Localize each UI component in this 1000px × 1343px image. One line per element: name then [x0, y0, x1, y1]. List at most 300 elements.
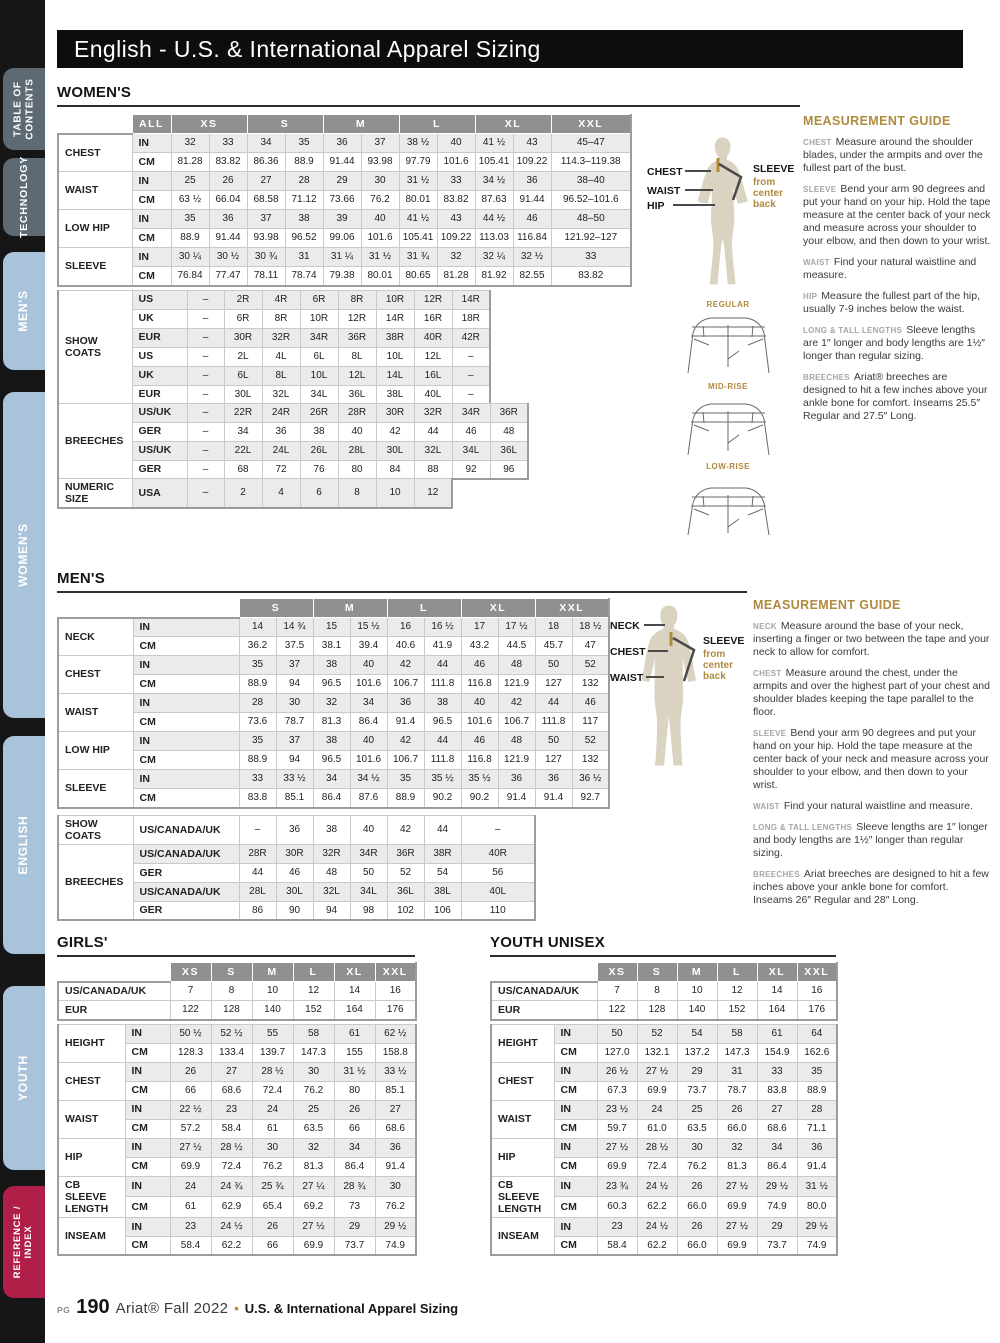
table-cell: 35 [171, 210, 209, 229]
table-cell: IN [554, 1217, 597, 1236]
table-cell: IN [132, 134, 171, 153]
table-cell: 16 [375, 982, 416, 1001]
table-cell: 38–40 [551, 172, 631, 191]
table-cell: 34R [300, 328, 338, 347]
table-cell: 31 [285, 248, 323, 267]
table-cell: – [452, 385, 490, 404]
table-cell: CM [125, 1236, 170, 1255]
table-cell: 38 [285, 210, 323, 229]
table-cell: 30R [376, 403, 414, 422]
tab-label: REFERENCE / INDEX [12, 1205, 34, 1279]
table-cell: 40R [461, 844, 535, 863]
table-cell: 18 [535, 618, 572, 637]
table-cell: CHEST [58, 656, 133, 694]
table-cell: 76.2 [375, 1197, 416, 1218]
table-row [58, 191, 631, 210]
table-cell: 91.4 [387, 713, 424, 732]
table-cell: 36 [262, 422, 300, 441]
table-cell: 52 [572, 656, 609, 675]
table-cell: S [247, 115, 323, 134]
table-cell: 73.7 [334, 1236, 375, 1255]
table-cell: 33 [437, 172, 475, 191]
table-cell: – [452, 366, 490, 385]
table-cell: 32 ½ [513, 248, 551, 267]
table-cell: 34L [300, 385, 338, 404]
table-cell: 14L [376, 366, 414, 385]
table-cell: 50 [535, 732, 572, 751]
table-cell: 132 [572, 675, 609, 694]
table-cell: 30 [252, 1138, 293, 1157]
table-cell: S [239, 599, 313, 618]
table-cell: 25 [677, 1100, 717, 1119]
table-cell: M [323, 115, 399, 134]
table-cell: 2 [224, 478, 262, 508]
table-cell: SHOW COATS [58, 290, 132, 404]
table-cell: 34 [350, 694, 387, 713]
table-cell: 152 [717, 1001, 757, 1020]
table-cell: S [211, 963, 252, 982]
guide-text: Sleeve lengths are 1″ longer and body lengths are 1½″ longer than regular sizing. [753, 821, 988, 860]
table-cell: 77.47 [209, 267, 247, 286]
table-cell: CM [554, 1236, 597, 1255]
table-cell: 35 [239, 656, 276, 675]
table-cell: 109.22 [437, 229, 475, 248]
table-cell: IN [125, 1062, 170, 1081]
table-cell: 33 ½ [375, 1062, 416, 1081]
table-cell: 32R [313, 844, 350, 863]
table-cell: 24 [170, 1176, 211, 1197]
table-cell: 86.4 [350, 713, 387, 732]
table-cell: 27 ¼ [293, 1176, 334, 1197]
table-cell: CM [132, 267, 171, 286]
table-cell: 57.2 [170, 1119, 211, 1138]
table-cell: 36 [387, 694, 424, 713]
table-cell: 38 [313, 732, 350, 751]
table-cell: 44 [424, 815, 461, 844]
table-cell: 10L [376, 347, 414, 366]
table-cell: 40.6 [387, 637, 424, 656]
table-cell: XL [334, 963, 375, 982]
table-cell: 90.2 [424, 789, 461, 808]
table-cell: 40 [350, 656, 387, 675]
table-cell: 34 [224, 422, 262, 441]
table-cell: 23 [597, 1217, 637, 1236]
table-cell: 33 [239, 770, 276, 789]
table-cell: 128 [637, 1001, 677, 1020]
table-cell: IN [125, 1024, 170, 1043]
table-cell: 10 [252, 982, 293, 1001]
table-cell: 69.9 [717, 1197, 757, 1218]
table-cell: 74.9 [797, 1236, 837, 1255]
table-cell: BREECHES [58, 403, 132, 479]
table-cell: 91.44 [323, 153, 361, 172]
table-cell: – [239, 815, 276, 844]
table-cell: 73 [334, 1197, 375, 1218]
guide-term: NECK [753, 622, 777, 631]
table-cell: 48–50 [551, 210, 631, 229]
table-cell: 106.7 [498, 713, 535, 732]
table-cell: 127 [535, 751, 572, 770]
table-cell [58, 599, 239, 618]
table-cell: INSEAM [491, 1217, 554, 1255]
table-cell: 140 [677, 1001, 717, 1020]
table-row [58, 751, 609, 770]
table-cell: 73.7 [677, 1081, 717, 1100]
girls-international-size-table [57, 962, 417, 1021]
table-cell: 132.1 [637, 1043, 677, 1062]
table-cell: 8 [211, 982, 252, 1001]
tab-label: YOUTH [16, 1055, 31, 1101]
table-cell: 90.2 [461, 789, 498, 808]
table-cell: 28 ¾ [334, 1176, 375, 1197]
table-cell: 46 [461, 732, 498, 751]
table-cell: 62 ½ [375, 1024, 416, 1043]
table-cell: 34 ½ [350, 770, 387, 789]
table-cell: 110 [461, 901, 535, 920]
table-cell: 76.2 [293, 1081, 334, 1100]
table-cell: CHEST [58, 1062, 125, 1100]
table-cell: 32R [262, 328, 300, 347]
table-cell: US/UK [132, 403, 187, 422]
table-cell: 35 [797, 1062, 837, 1081]
table-cell: 27 ½ [637, 1062, 677, 1081]
girls-tables [57, 962, 417, 1256]
table-cell: 42 [387, 732, 424, 751]
table-cell: XXL [797, 963, 837, 982]
table-cell: IN [132, 210, 171, 229]
sleeve-sub-3: back [753, 199, 776, 210]
table-cell: 23 ½ [597, 1100, 637, 1119]
table-cell: 39 [323, 210, 361, 229]
table-cell: 30R [224, 328, 262, 347]
tab-label: MEN'S [16, 290, 31, 332]
sidebar-tab-table-of-contents[interactable] [3, 68, 45, 150]
table-cell: 87.6 [350, 789, 387, 808]
table-cell: 76.2 [677, 1157, 717, 1176]
table-cell: INSEAM [58, 1217, 125, 1255]
table-cell: 36 [513, 172, 551, 191]
table-cell: 37 [361, 134, 399, 153]
table-cell: 12R [338, 309, 376, 328]
sleeve-sub-2: center [703, 660, 734, 671]
table-cell: 121.92–127 [551, 229, 631, 248]
table-cell: 69.9 [717, 1236, 757, 1255]
table-cell: 10 [677, 982, 717, 1001]
table-cell: 121.9 [498, 675, 535, 694]
guide-term: HIP [803, 292, 818, 302]
table-cell: 27 [247, 172, 285, 191]
table-cell: 86.36 [247, 153, 285, 172]
footer-page-number: 190 [76, 1296, 110, 1318]
table-cell: 127.0 [597, 1043, 637, 1062]
table-cell: 28L [239, 882, 276, 901]
womens-tables [57, 114, 632, 509]
table-cell: 33 ½ [276, 770, 313, 789]
guide-term: BREECHES [753, 870, 800, 880]
table-cell: US/UK [132, 441, 187, 460]
mens-section-title: MEN'S [57, 570, 747, 593]
table-cell: 32 [293, 1138, 334, 1157]
table-cell: – [187, 290, 224, 309]
table-cell: 10L [300, 366, 338, 385]
sidebar-tab-youth[interactable] [3, 986, 45, 1170]
table-cell: 76.84 [171, 267, 209, 286]
table-cell: – [187, 385, 224, 404]
table-cell: 34 [313, 770, 350, 789]
table-cell: 31 ½ [797, 1176, 837, 1197]
sidebar-tab-technology[interactable] [3, 155, 45, 239]
table-cell: 27 [211, 1062, 252, 1081]
table-row [491, 1062, 837, 1081]
table-cell: IN [554, 1100, 597, 1119]
mens-size-table [57, 598, 610, 809]
table-cell: 50 [350, 863, 387, 882]
table-cell: CHEST [58, 134, 132, 172]
table-cell: 33 [757, 1062, 797, 1081]
table-cell: 38 ½ [399, 134, 437, 153]
table-cell: 30 [293, 1062, 334, 1081]
table-row [58, 694, 609, 713]
table-cell: 86 [239, 901, 276, 920]
table-cell: 88.9 [285, 153, 323, 172]
table-cell: 61 [757, 1024, 797, 1043]
table-cell: 94 [276, 675, 313, 694]
table-cell: XL [757, 963, 797, 982]
table-cell: 74.9 [375, 1236, 416, 1255]
youth-international-size-table [490, 962, 838, 1021]
table-cell: 76.2 [361, 191, 399, 210]
table-cell: GER [133, 901, 239, 920]
table-cell: 48 [313, 863, 350, 882]
table-cell: 26 [334, 1100, 375, 1119]
rise-diagram-regular [678, 300, 778, 378]
womens-figure-svg [645, 134, 800, 291]
table-cell: 69.9 [170, 1157, 211, 1176]
table-cell: 44 [424, 732, 461, 751]
table-cell: 50 ½ [170, 1024, 211, 1043]
guide-term: CHEST [753, 669, 782, 679]
table-row [58, 982, 416, 1001]
table-cell: 63 ½ [171, 191, 209, 210]
table-cell: 30 [276, 694, 313, 713]
table-cell: 61 [170, 1197, 211, 1218]
table-cell: 128 [211, 1001, 252, 1020]
table-cell: 30 ¾ [247, 248, 285, 267]
table-cell: 52 [387, 863, 424, 882]
table-cell: IN [133, 694, 239, 713]
rise-label: LOW-RISE [706, 462, 750, 471]
table-cell: 85.1 [375, 1081, 416, 1100]
table-cell: 81.28 [171, 153, 209, 172]
table-cell: 28 [797, 1100, 837, 1119]
table-cell: 30L [224, 385, 262, 404]
table-cell: ALL [132, 115, 171, 134]
table-cell: 35 ½ [461, 770, 498, 789]
womens-section-title: WOMEN'S [57, 84, 800, 107]
table-cell: 73.6 [239, 713, 276, 732]
table-cell: 96.5 [313, 675, 350, 694]
sleeve-sub-1: from [703, 649, 726, 660]
table-cell: 111.8 [424, 751, 461, 770]
table-cell: 10 [376, 478, 414, 508]
table-cell: 162.6 [797, 1043, 837, 1062]
table-cell: BREECHES [58, 844, 133, 920]
table-cell: 62.9 [211, 1197, 252, 1218]
table-cell: 83.8 [757, 1081, 797, 1100]
table-cell: GER [132, 422, 187, 441]
table-cell: 16 [797, 982, 837, 1001]
table-cell: 71.1 [797, 1119, 837, 1138]
table-cell: 101.6 [361, 229, 399, 248]
table-cell: 23 [211, 1100, 252, 1119]
table-cell: 76 [300, 460, 338, 479]
guide-text: Measure around the chest, under the armpits and over the highest part of your chest and shoulder blades keeping the tape parallel to the floor. [753, 667, 990, 719]
table-cell: 44 ½ [475, 210, 513, 229]
table-cell: – [187, 441, 224, 460]
table-cell: IN [132, 248, 171, 267]
table-cell: 34R [350, 844, 387, 863]
table-row [58, 1176, 416, 1197]
table-row [491, 982, 837, 1001]
table-cell: 17 ½ [498, 618, 535, 637]
guide-text: Bend your arm 90 degrees and put your hand on your hip. Hold the tape measure at the center back of your neck and measure across your shoulder to your elbow, and then down to your wrist. [803, 183, 991, 248]
table-cell: CB SLEEVE LENGTH [491, 1176, 554, 1217]
table-cell: 52 [572, 732, 609, 751]
table-cell: 15 [313, 618, 350, 637]
table-cell: 36.2 [239, 637, 276, 656]
table-cell: 31 ¾ [399, 248, 437, 267]
table-cell: IN [125, 1100, 170, 1119]
table-cell: 27 ½ [597, 1138, 637, 1157]
table-cell: 116.84 [513, 229, 551, 248]
table-cell: 132 [572, 751, 609, 770]
table-cell: 96.52 [285, 229, 323, 248]
table-cell: XXL [551, 115, 631, 134]
table-cell: CB SLEEVE LENGTH [58, 1176, 125, 1217]
table-cell: 24 ¾ [211, 1176, 252, 1197]
figure-chest-label: CHEST [647, 166, 683, 178]
table-cell: UK [132, 366, 187, 385]
table-cell: 26 [677, 1217, 717, 1236]
table-cell: EUR [132, 385, 187, 404]
table-cell: US/CANADA/UK [58, 982, 170, 1001]
table-cell: 40 [350, 732, 387, 751]
table-cell: 4L [262, 347, 300, 366]
page-title: English - U.S. & International Apparel Sizing [57, 30, 963, 68]
table-cell: – [452, 347, 490, 366]
table-cell: 147.3 [717, 1043, 757, 1062]
table-cell: WAIST [491, 1100, 554, 1138]
table-cell: 80 [338, 460, 376, 479]
table-cell: 28 ½ [211, 1138, 252, 1157]
table-cell: 67.3 [597, 1081, 637, 1100]
table-cell: XL [461, 599, 535, 618]
table-cell: IN [554, 1138, 597, 1157]
table-cell: 48 [498, 732, 535, 751]
table-cell: 14 [334, 982, 375, 1001]
sidebar-tab-english[interactable] [3, 736, 45, 954]
table-cell: 68.58 [247, 191, 285, 210]
table-cell: 36 [276, 815, 313, 844]
table-cell: 91.44 [513, 191, 551, 210]
table-cell: 158.8 [375, 1043, 416, 1062]
table-cell: 63.5 [293, 1119, 334, 1138]
table-cell: – [187, 460, 224, 479]
table-cell: 106 [424, 901, 461, 920]
table-cell [58, 963, 170, 982]
table-cell: US/CANADA/UK [133, 882, 239, 901]
womens-silhouette [697, 137, 747, 284]
table-cell: 43.2 [461, 637, 498, 656]
table-cell: 46 [461, 656, 498, 675]
table-cell: 113.03 [475, 229, 513, 248]
footer-pg-label: PG [57, 1305, 71, 1315]
table-cell: 54 [424, 863, 461, 882]
table-cell: 4 [262, 478, 300, 508]
table-row [58, 844, 535, 863]
table-cell: 91.4 [535, 789, 572, 808]
table-cell: 28 ½ [637, 1138, 677, 1157]
table-cell: M [677, 963, 717, 982]
table-cell: 48 [498, 656, 535, 675]
table-cell: 116.8 [461, 751, 498, 770]
table-cell: CHEST [491, 1062, 554, 1100]
table-cell: 86.4 [334, 1157, 375, 1176]
table-cell: 22 ½ [170, 1100, 211, 1119]
table-cell: 6 [300, 478, 338, 508]
table-cell: 68 [224, 460, 262, 479]
table-cell: 83.82 [551, 267, 631, 286]
table-cell: 35 [285, 134, 323, 153]
table-cell: 91.4 [498, 789, 535, 808]
table-cell: – [187, 422, 224, 441]
table-cell: 40 [437, 134, 475, 153]
table-cell: 48 [490, 422, 528, 441]
table-cell: 101.6 [461, 713, 498, 732]
table-cell: 30 ½ [209, 248, 247, 267]
table-cell: 12 [414, 478, 452, 508]
table-cell: 28 ½ [252, 1062, 293, 1081]
table-cell: – [187, 347, 224, 366]
table-cell: 94 [313, 901, 350, 920]
table-cell: 33 [551, 248, 631, 267]
table-cell: USA [132, 478, 187, 508]
table-cell: SHOW COATS [58, 815, 133, 844]
womens-figure [645, 134, 800, 291]
table-cell: 14 [757, 982, 797, 1001]
guide-term: LONG & TALL LENGTHS [753, 823, 853, 833]
table-cell: 46 [276, 863, 313, 882]
table-cell: 46 [572, 694, 609, 713]
table-cell: 88.9 [797, 1081, 837, 1100]
table-cell: 42 [498, 694, 535, 713]
table-cell: 116.8 [461, 675, 498, 694]
table-row [491, 1024, 837, 1043]
table-cell: 12R [414, 290, 452, 309]
table-cell: 122 [597, 1001, 637, 1020]
table-cell: 68.6 [211, 1081, 252, 1100]
table-cell: IN [132, 172, 171, 191]
sidebar-tab-reference-index[interactable] [3, 1186, 45, 1298]
table-cell: 30 [375, 1176, 416, 1197]
table-cell: SLEEVE [58, 248, 132, 286]
guide-text: Measure the fullest part of the hip, usually 7-9 inches below the waist. [803, 290, 981, 316]
sidebar-tab-womens[interactable] [3, 392, 45, 718]
sidebar-tab-mens[interactable] [3, 252, 45, 370]
table-cell: 38 [313, 656, 350, 675]
table-cell: 106.7 [387, 751, 424, 770]
table-cell: 121.9 [498, 751, 535, 770]
